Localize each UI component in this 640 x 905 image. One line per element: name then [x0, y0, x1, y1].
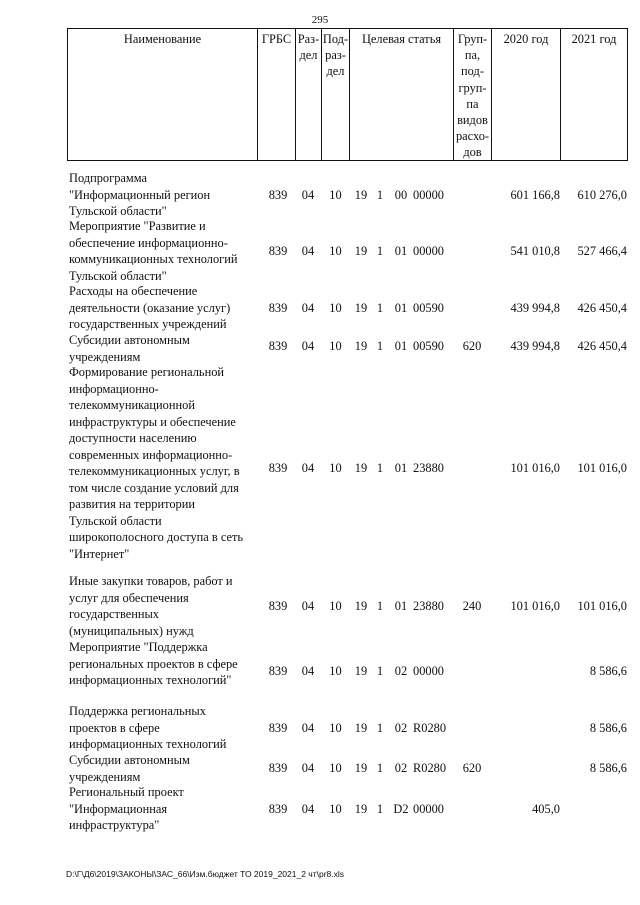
- cell-razdel: 04: [301, 301, 315, 315]
- cell-cs-subprogram: 1: [376, 461, 384, 475]
- cell-razdel: 04: [301, 664, 315, 678]
- cell-razdel: 04: [301, 188, 315, 202]
- cell-podrazdel: 10: [329, 599, 342, 613]
- cell-razdel: 04: [301, 461, 315, 475]
- cell-cs-program: 19: [354, 721, 368, 735]
- cell-cs-program: 19: [354, 188, 368, 202]
- file-path-footer: D:\Г\Д6\2019\ЗАКОНЫ\ЗАС_66\Изм.бюджет ТО 2019_2021_2 чт\pr8.xls: [66, 869, 345, 879]
- cell-cs-program: 19: [354, 664, 368, 678]
- cell-cs-program: 19: [354, 244, 368, 258]
- header-razdel: Раз- дел: [295, 28, 321, 160]
- cell-cs-subprogram: 1: [376, 188, 384, 202]
- cell-vid-raskhodov: 240: [462, 599, 482, 613]
- cell-podrazdel: 10: [329, 461, 342, 475]
- cell-podrazdel: 10: [329, 244, 342, 258]
- row-name: Субсидии автономным учреждениям: [69, 333, 190, 364]
- cell-2021: 527 466,4: [577, 244, 627, 258]
- cell-2021: 8 586,6: [589, 761, 627, 775]
- page-number: 295: [311, 14, 329, 26]
- cell-razdel: 04: [301, 761, 315, 775]
- cell-cs-event: 02: [394, 664, 408, 678]
- cell-2020: 439 994,8: [510, 301, 560, 315]
- cell-cs-program: 19: [354, 761, 368, 775]
- cell-2021: 426 450,4: [577, 301, 627, 315]
- cell-cs-event: 01: [394, 244, 408, 258]
- cell-cs-direction: 23880: [413, 599, 444, 613]
- cell-cs-subprogram: 1: [376, 802, 384, 816]
- cell-cs-event: 01: [394, 461, 408, 475]
- cell-cs-event: 02: [394, 761, 408, 775]
- row-name: Поддержка региональных проектов в сфере информационных технологий: [69, 704, 227, 751]
- header-2020: 2020 год: [491, 28, 560, 160]
- cell-cs-program: 19: [354, 599, 368, 613]
- cell-grbs: 839: [268, 802, 288, 816]
- header-celevaya-statya: Целевая статья: [349, 28, 453, 160]
- header-vid-raskhodov: Груп- па, под- груп- па видов расхо- дов: [453, 28, 491, 160]
- cell-razdel: 04: [301, 244, 315, 258]
- cell-cs-program: 19: [354, 339, 368, 353]
- cell-2021: 610 276,0: [577, 188, 627, 202]
- cell-cs-direction: 00000: [413, 802, 444, 816]
- cell-cs-subprogram: 1: [376, 301, 384, 315]
- cell-grbs: 839: [268, 599, 288, 613]
- cell-razdel: 04: [301, 599, 315, 613]
- cell-cs-event: 02: [394, 721, 408, 735]
- cell-grbs: 839: [268, 301, 288, 315]
- cell-grbs: 839: [268, 339, 288, 353]
- cell-cs-direction: R0280: [413, 761, 447, 775]
- cell-cs-event: D2: [393, 802, 409, 816]
- row-name: Иные закупки товаров, работ и услуг для обеспечения государственных (муниципальных) нужд: [69, 574, 233, 638]
- header-grbs: ГРБС: [257, 28, 295, 160]
- cell-cs-direction: 00590: [413, 301, 444, 315]
- cell-grbs: 839: [268, 244, 288, 258]
- header-podrazdel: Под- раз- дел: [321, 28, 349, 160]
- cell-cs-event: 01: [394, 339, 408, 353]
- cell-cs-subprogram: 1: [376, 244, 384, 258]
- cell-podrazdel: 10: [329, 721, 342, 735]
- cell-cs-program: 19: [354, 802, 368, 816]
- cell-cs-event: 01: [394, 599, 408, 613]
- cell-2020: 439 994,8: [510, 339, 560, 353]
- cell-cs-event: 01: [394, 301, 408, 315]
- cell-2021: 426 450,4: [577, 339, 627, 353]
- cell-podrazdel: 10: [329, 339, 342, 353]
- cell-2021: 101 016,0: [577, 599, 627, 613]
- row-name: Мероприятие "Поддержка региональных проектов в сфере информационных технологий": [69, 640, 238, 687]
- cell-2020: 101 016,0: [510, 599, 560, 613]
- cell-vid-raskhodov: 620: [462, 761, 482, 775]
- cell-grbs: 839: [268, 188, 288, 202]
- row-name: Мероприятие "Развитие и обеспечение информационно- коммуникационных технологий Тульской области": [69, 219, 238, 283]
- header-bottom-rule: [67, 160, 628, 161]
- cell-2020: 405,0: [532, 802, 560, 816]
- cell-cs-direction: 23880: [413, 461, 444, 475]
- cell-cs-program: 19: [354, 301, 368, 315]
- cell-razdel: 04: [301, 721, 315, 735]
- cell-podrazdel: 10: [329, 664, 342, 678]
- cell-cs-event: 00: [394, 188, 408, 202]
- cell-cs-subprogram: 1: [376, 761, 384, 775]
- row-name: Формирование региональной информационно- телекоммуникационной инфраструктуры и обеспечение доступности населению современных информационно- телекоммуникационных услуг, в том числе создание условий для развития на территории Тульской области широкополосного доступа в сеть "Интернет": [69, 365, 244, 561]
- cell-cs-direction: R0280: [413, 721, 447, 735]
- cell-razdel: 04: [301, 339, 315, 353]
- cell-2021: 8 586,6: [589, 664, 627, 678]
- cell-podrazdel: 10: [329, 761, 342, 775]
- cell-cs-direction: 00000: [413, 188, 444, 202]
- cell-razdel: 04: [301, 802, 315, 816]
- row-name: Субсидии автономным учреждениям: [69, 753, 190, 784]
- cell-grbs: 839: [268, 761, 288, 775]
- cell-podrazdel: 10: [329, 802, 342, 816]
- cell-grbs: 839: [268, 664, 288, 678]
- cell-cs-direction: 00000: [413, 244, 444, 258]
- cell-2020: 541 010,8: [510, 244, 560, 258]
- cell-cs-subprogram: 1: [376, 721, 384, 735]
- cell-grbs: 839: [268, 721, 288, 735]
- cell-cs-subprogram: 1: [376, 664, 384, 678]
- cell-2021: 101 016,0: [577, 461, 627, 475]
- row-name: Региональный проект "Информационная инфраструктура": [69, 785, 184, 832]
- cell-cs-direction: 00590: [413, 339, 444, 353]
- cell-cs-program: 19: [354, 461, 368, 475]
- header-2021: 2021 год: [560, 28, 628, 160]
- cell-cs-subprogram: 1: [376, 339, 384, 353]
- cell-2020: 601 166,8: [510, 188, 560, 202]
- row-name: Расходы на обеспечение деятельности (оказание услуг) государственных учреждений: [69, 284, 231, 331]
- cell-podrazdel: 10: [329, 301, 342, 315]
- cell-cs-direction: 00000: [413, 664, 444, 678]
- row-name: Подпрограмма "Информационный регион Тульской области": [69, 171, 211, 218]
- cell-podrazdel: 10: [329, 188, 342, 202]
- header-name: Наименование: [67, 28, 257, 160]
- cell-2020: 101 016,0: [510, 461, 560, 475]
- cell-vid-raskhodov: 620: [462, 339, 482, 353]
- cell-grbs: 839: [268, 461, 288, 475]
- cell-2021: 8 586,6: [589, 721, 627, 735]
- cell-cs-subprogram: 1: [376, 599, 384, 613]
